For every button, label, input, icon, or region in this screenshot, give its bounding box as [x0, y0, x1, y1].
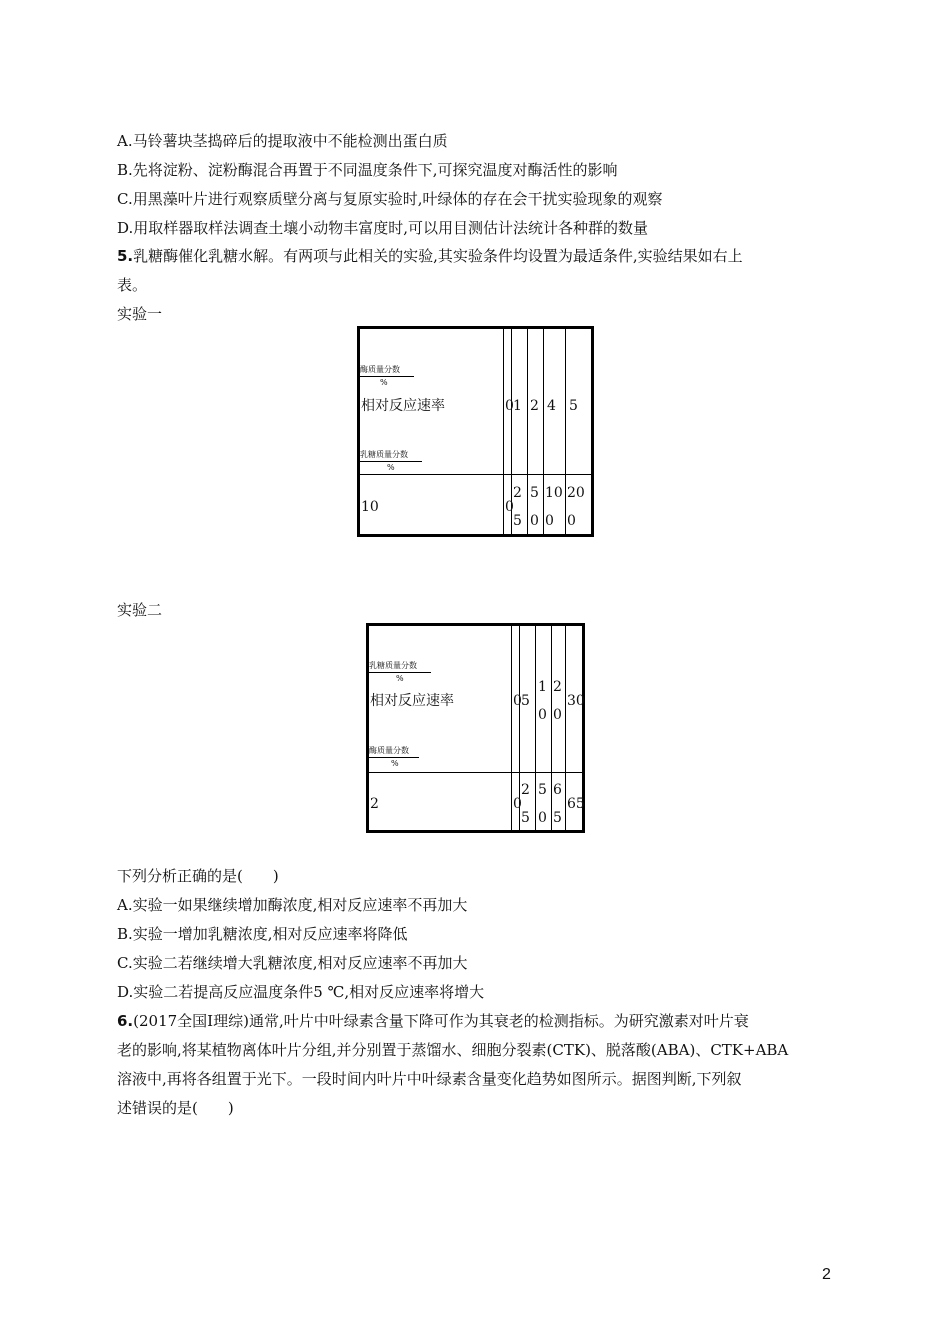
- exp2-top-header: 乳糖质量分数: [369, 661, 417, 670]
- exp2-enzyme-value: 2: [370, 796, 379, 812]
- q5-option-b: B.实验一增加乳糖浓度,相对反应速率将降低: [117, 925, 408, 943]
- q6-line3: 溶液中,再将各组置于光下。一段时间内叶片中叶绿素含量变化趋势如图所示。据图判断,下列叙: [117, 1070, 742, 1088]
- exp1-lactose-value: 10: [361, 499, 379, 515]
- q6-line1: 6.(2017全国Ⅰ理综)通常,叶片中叶绿素含量下降可作为其衰老的检测指标。为研究激素对叶片衰: [117, 1012, 749, 1030]
- experiment-2-table: 乳糖质量分数 % 相对反应速率 酶质量分数 % 0 5 1 0 2 0 30 2 0 2 5 5 0 6 5 65: [366, 623, 585, 833]
- exp2-rate-value: 6: [553, 782, 562, 798]
- exp1-rate-value: 5: [513, 513, 522, 529]
- page-number: 2: [822, 1266, 831, 1283]
- exp1-rate-value: 0: [530, 513, 539, 529]
- exp2-rate-value: 0: [538, 810, 547, 826]
- q5-number: 5.: [117, 247, 134, 265]
- exp1-enzyme-value: 4: [547, 398, 556, 414]
- exp1-top-header: 酶质量分数: [360, 365, 400, 374]
- exp1-rate-value: 0: [545, 513, 554, 529]
- q5-stem-line2: 表。: [117, 276, 148, 294]
- q4-option-d: D.用取样器取样法调查土壤小动物丰富度时,可以用目测估计法统计各种群的数量: [117, 219, 649, 237]
- exp2-rate-value: 5: [538, 782, 547, 798]
- q6-number: 6.: [117, 1012, 134, 1030]
- exp1-label: 实验一: [117, 305, 163, 323]
- exp2-rate-value: 0: [513, 796, 522, 812]
- q4-option-b: B.先将淀粉、淀粉酶混合再置于不同温度条件下,可探究温度对酶活性的影响: [117, 161, 618, 179]
- exp1-rate-value: 10: [545, 485, 563, 501]
- exp1-bottom-header: 乳糖质量分数: [360, 450, 408, 459]
- exp1-rate-value: 5: [530, 485, 539, 501]
- experiment-1-table: 酶质量分数 % 相对反应速率 乳糖质量分数 % 0 1 2 4 5 10 0 2 5 5 0 10 0 20 0: [357, 326, 594, 537]
- exp2-lactose-value: 0: [538, 707, 547, 723]
- q5-stem-line1: 5.乳糖酶催化乳糖水解。有两项与此相关的实验,其实验条件均设置为最适条件,实验结果如右上: [117, 247, 743, 265]
- exp1-enzyme-value: 0: [505, 398, 514, 414]
- exp1-rate-label: 相对反应速率: [361, 398, 445, 414]
- exp2-lactose-value: 0: [513, 693, 522, 709]
- q4-option-c: C.用黑藻叶片进行观察质壁分离与复原实验时,叶绿体的存在会干扰实验现象的观察: [117, 190, 663, 208]
- q5-option-d: D.实验二若提高反应温度条件5 ℃,相对反应速率将增大: [117, 983, 485, 1001]
- exp2-lactose-value: 1: [538, 679, 547, 695]
- exp1-rate-value: 2: [513, 485, 522, 501]
- exp2-lactose-value: 0: [553, 707, 562, 723]
- exp1-enzyme-value: 2: [530, 398, 539, 414]
- exp1-rate-value: 0: [505, 499, 514, 515]
- exp1-enzyme-value: 1: [513, 398, 522, 414]
- exp2-rate-value: 5: [553, 810, 562, 826]
- q4-option-a: A.马铃薯块茎捣碎后的提取液中不能检测出蛋白质: [117, 132, 448, 150]
- exp2-label: 实验二: [117, 601, 163, 619]
- exp2-rate-value: 65: [567, 796, 585, 812]
- exp2-rate-label: 相对反应速率: [370, 693, 454, 709]
- exp1-rate-value: 0: [567, 513, 576, 529]
- exp1-enzyme-value: 5: [569, 398, 578, 414]
- q5-question: 下列分析正确的是( ): [117, 867, 279, 885]
- exp1-rate-value: 20: [567, 485, 585, 501]
- q6-line4: 述错误的是( ): [117, 1099, 234, 1117]
- exp2-bottom-header: 酶质量分数: [369, 746, 409, 755]
- q5-option-a: A.实验一如果继续增加酶浓度,相对反应速率不再加大: [117, 896, 468, 914]
- exp2-lactose-value: 5: [521, 693, 530, 709]
- exp2-rate-value: 2: [521, 782, 530, 798]
- exp2-lactose-value: 30: [567, 693, 585, 709]
- exp2-lactose-value: 2: [553, 679, 562, 695]
- exp2-rate-value: 5: [521, 810, 530, 826]
- q5-option-c: C.实验二若继续增大乳糖浓度,相对反应速率不再加大: [117, 954, 468, 972]
- q6-line2: 老的影响,将某植物离体叶片分组,并分别置于蒸馏水、细胞分裂素(CTK)、脱落酸(ABA)、CTK+ABA: [117, 1041, 789, 1059]
